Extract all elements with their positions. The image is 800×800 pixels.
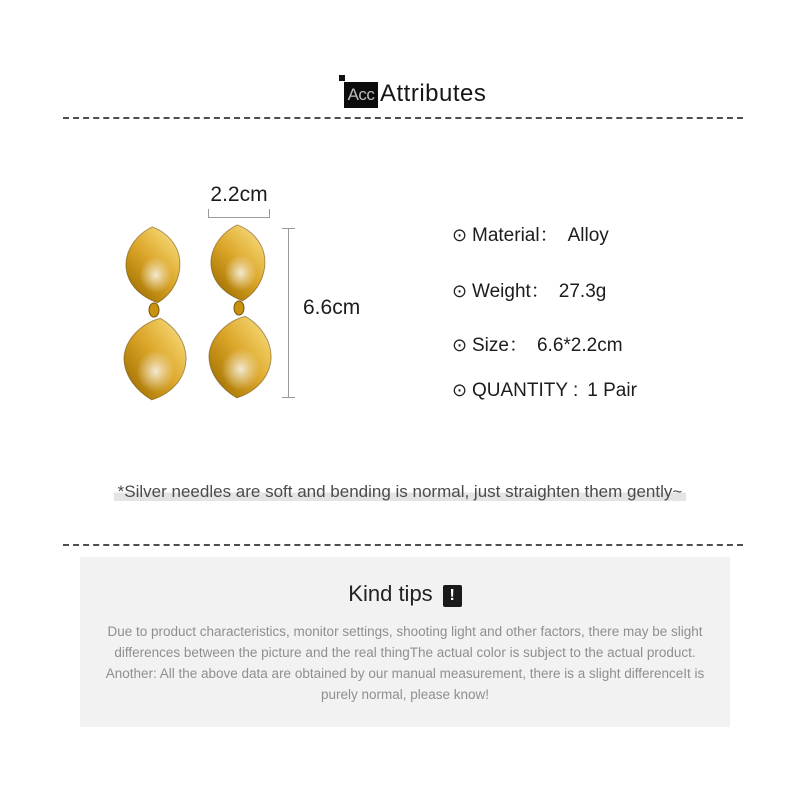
attribute-label: QUANTITY : [472,380,579,401]
kind-tips-panel [80,557,730,727]
exclamation-icon: ! [443,585,462,607]
divider-bottom [63,544,743,546]
width-measure-line [208,208,270,218]
attribute-label: Size： [472,335,528,356]
attribute-value: 6.6*2.2cm [536,335,623,356]
height-measure-line [282,228,295,398]
divider-top [63,117,743,119]
circled-dot-icon: ⊙ [452,335,468,355]
attribute-value: Alloy [567,225,609,246]
attribute-row-weight [452,276,606,303]
attribute-label: Weight： [472,281,550,302]
attribute-label: Material： [472,225,559,246]
tips-line: purely normal, please know! [320,687,490,702]
attribute-row-material [452,220,609,247]
product-note [0,482,800,502]
page-title: Attributes [380,80,487,107]
height-dimension-label: 6.6cm [303,296,361,319]
tips-title: Kind tips [348,581,433,606]
tips-line: differences between the picture and the real thingThe actual color is subject to the actual product. [114,645,696,660]
earrings-product-image [118,218,278,403]
brand-badge: Acc [344,82,378,108]
circled-dot-icon: ⊙ [452,380,468,400]
product-note-text: *Silver needles are soft and bending is normal, just straighten them gently~ [114,482,687,501]
tips-body [80,621,730,705]
attribute-value: 1 Pair [587,380,637,401]
tips-line: Another: All the above data are obtained by our manual measurement, there is a slight differenceIt is [105,666,705,681]
width-dimension-label: 2.2cm [210,183,268,206]
attribute-value: 27.3g [558,281,607,302]
tips-title-row [80,581,730,607]
attribute-row-size [452,330,623,357]
tips-line: Due to product characteristics, monitor settings, shooting light and other factors, there may be slight [107,624,703,639]
circled-dot-icon: ⊙ [452,225,468,245]
decorative-square [339,75,345,81]
circled-dot-icon: ⊙ [452,281,468,301]
attribute-row-quantity [452,380,637,402]
